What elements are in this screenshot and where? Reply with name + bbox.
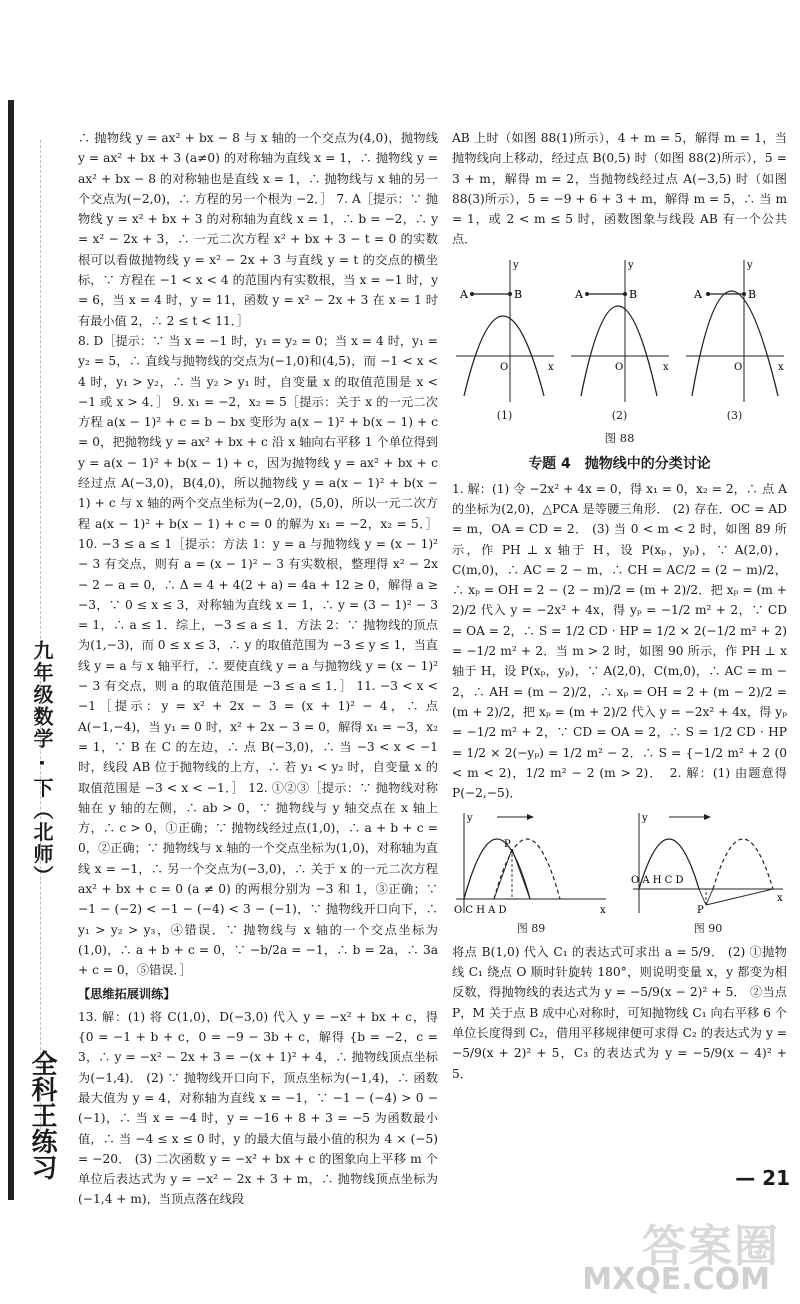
label-y: y	[642, 813, 648, 825]
label-p: P	[504, 839, 511, 851]
label-a: A	[694, 287, 702, 301]
figure-89	[452, 809, 610, 939]
label-x: x	[600, 905, 606, 917]
figure-88-3	[682, 256, 787, 426]
label-b: B	[514, 287, 523, 301]
answer-text-7: ∴ 抛物线 y = ax² + bx − 8 与 x 轴的一个交点为(4,0)，抛物线 y = ax² + bx + 3 (a≠0) 的对称轴为直线 x = 1，∴ 抛物线 y = ax² + bx − 8 的对称轴也是直线 x = 1，∴ 抛物线与 x 轴的另一个交点为(−2,0)，∴ 方程的另一个根为 −2．］ 7. A［提示：∵ 抛物线 y = x² + bx + 3 的对称轴为直线 x = 1，∴ b = −2，∴ y = x² − 2x + 3，∴ 一元二次方程 x² + bx + 3 − t = 0 的实数根可以看做抛物线 y = x² − 2x + 3 与直线 y = t 的交点的横坐标，∵ 方程在 −1 < x < 4 的范围内有实数根，当 x = −1 时，y = 6，当 x = 4 时，y = 11，函数 y = x² − 2x + 3 在 x = 1 时有最小值 2，∴ 2 ≤ t < 11．］	[78, 131, 438, 328]
figure-90-caption: 图 90	[693, 922, 723, 936]
figure-88	[452, 256, 787, 426]
figure-88-caption: 图 88	[604, 431, 635, 446]
spine-title: 九年级数学 · 下（北师）	[30, 640, 54, 888]
book-spine	[0, 0, 62, 1304]
axis-labels: O A H C D	[631, 875, 684, 887]
topic-answer-2: 将点 B(1,0) 代入 C₁ 的表达式可求出 a = 5/9． (2) ①抛物线 C₁ 绕点 O 顺时针旋转 180°，则说明变量 x，y 都变为相反数，得抛物线的表达式为 y = −5/9(x − 2)² + 5． ②当点 P，M 关于点 B 成中心对称时，可知抛物线 C₁ 向右平移 6 个单位长度得到 C₂，借用平移规律便可求得 C₂ 的表达式为 y = −5/9(x + 2)² + 5，C₃ 的表达式为 y = −5/9(x − 4)² + 5．	[452, 944, 787, 1081]
label-p: P	[697, 905, 704, 917]
topic-answer-1: 1. 解：(1) 令 −2x² + 4x = 0，得 x₁ = 0，x₂ = 2，∴ 点 A 的坐标为(2,0)，△PCA 是等腰三角形． (2) 存在．OC = AD = m，OA = CD = 2． (3) 当 0 < m < 2 时，如图 89 所示，作 PH ⊥ x 轴于 H，设 P(xₚ，yₚ)，∵ A(2,0)，C(m,0)，∴ AC = 2 − m，∴ CH = AC/2 = (2 − m)/2，∴ xₚ = OH = 2 − (2 − m)/2 = (m + 2)/2．把 xₚ = (m + 2)/2 代入 y = −2x² + 4x，得 yₚ = −1/2 m² + 2，∵ CD = OA = 2，∴ S = 1/2 CD · HP = 1/2 × 2(−1/2 m² + 2) = −1/2 m² + 2．当 m > 2 时，如图 90 所示，作 PH ⊥ x 轴于 H，设 P(xₚ，yₚ)，∵ A(2,0)，C(m,0)，∴ AC = m − 2，∴ AH = (m − 2)/2，∴ xₚ = OH = 2 + (m − 2)/2 = (m + 2)/2，把 xₚ = (m + 2)/2 代入 y = −2x² + 4x，得 yₚ = −1/2 m² + 2，∵ CD = OA = 2，∴ S = 1/2 CD · HP = 1/2 × 2(−yₚ) = 1/2 m² − 2．∴ S = {−1/2 m² + 2 (0 < m < 2)，1/2 m² − 2 (m > 2)． 2. 解：(1) 由题意得 P(−2,−5)．	[452, 481, 787, 801]
sub-caption-3: (3)	[726, 408, 743, 422]
label-o: O	[734, 361, 743, 373]
label-x: x	[778, 361, 784, 373]
watermark-url: MXQE.COM	[582, 1262, 770, 1297]
right-column	[452, 128, 787, 1084]
figure-89-caption: 图 89	[516, 922, 546, 936]
sub-caption-1: (1)	[496, 408, 513, 422]
answer-text-13: 13. 解：(1) 将 C(1,0)，D(−3,0) 代入 y = −x² + bx + c，得 {0 = −1 + b + c，0 = −9 − 3b + c，解得 {b = −2，c = 3，∴ y = −x² − 2x + 3 = −(x + 1)² + 4，∴ 抛物线顶点坐标为(−1,4)． (2) ∵ 抛物线开口向下，顶点坐标为(−1,4)，∴ 函数最大值为 y = 4，对称轴为直线 x = −1，∵ −1 − (−4) > 0 − (−1)，∴ 当 x = −4 时，y = −16 + 8 + 3 = −5 为函数最小值，∴ 当 −4 ≤ x ≤ 0 时，y 的最大值与最小值的积为 4 × (−5) = −20． (3) 二次函数 y = −x² + bx + c 的图象向上平移 m 个单位后表达式为 y = −x² − 2x + 3 + m，∴ 抛物线顶点坐标为(−1,4 + m)，当顶点落在线段	[78, 1009, 438, 1207]
label-y: y	[628, 259, 634, 271]
watermark-logo: 答案圈	[642, 1221, 780, 1272]
label-y: y	[747, 259, 753, 271]
answer-text-13-cont: AB 上时（如图 88(1)所示），4 + m = 5，解得 m = 1，当抛物线向上移动，经过点 B(0,5) 时（如图 88(2)所示），5 = 3 + m，解得 m = 2，当抛物线经过点 A(−3,5) 时（如图 88(3)所示），5 = −9 + 6 + 3 + m，解得 m = 5，∴ 当 m = 1，或 2 < m ≤ 5 时，函数图象与线段 AB 有一个公共点．	[452, 131, 787, 247]
topic-title: 专题 4 抛物线中的分类讨论	[528, 456, 711, 473]
label-x: x	[777, 893, 783, 905]
section-tag: 【思维拓展训练】	[78, 987, 176, 1002]
label-o: O	[615, 361, 624, 373]
label-y: y	[513, 259, 519, 271]
label-o: O	[500, 361, 509, 373]
spine-bar	[8, 100, 14, 1200]
figure-88-1	[452, 256, 557, 426]
figure-90	[629, 809, 787, 939]
label-b: B	[629, 287, 638, 301]
sub-caption-2: (2)	[611, 408, 628, 422]
label-y: y	[467, 813, 473, 825]
label-a: A	[460, 287, 468, 301]
figures-89-90	[452, 809, 787, 939]
figure-88-2	[567, 256, 672, 426]
page-number: — 21	[735, 1166, 790, 1190]
label-x: x	[548, 361, 554, 373]
label-b: B	[748, 287, 757, 301]
spine-brand-logo: 全科王练习	[27, 1050, 57, 1180]
label-a: A	[575, 287, 583, 301]
answer-text-8-12: 8. D［提示：∵ 当 x = −1 时，y₁ = y₂ = 0；当 x = 4 时，y₁ = y₂ = 5，∴ 直线与抛物线的交点为(−1,0)和(4,5)，而 −1 < x < 4 时，y₁ > y₂，∴ 当 y₂ > y₁ 时，自变量 x 的取值范围是 x < −1 或 x > 4．］ 9. x₁ = −2，x₂ = 5［提示：关于 x 的一元二次方程 a(x − 1)² + c = b − bx 变形为 a(x − 1)² + b(x − 1) + c = 0，把抛物线 y = ax² + bx + c 沿 x 轴向右平移 1 个单位得到 y = a(x − 1)² + b(x − 1) + c，因为抛物线 y = ax² + bx + c 经过点 A(−3,0)，B(4,0)，所以抛物线 y = a(x − 1)² + b(x − 1) + c 与 x 轴的两个交点坐标为(−2,0)，(5,0)，所以一元二次方程 a(x − 1)² + b(x − 1) + c = 0 的解为 x₁ = −2，x₂ = 5．］ 10. −3 ≤ a ≤ 1［提示：方法 1：y = a 与抛物线 y = (x − 1)² − 3 有交点，则有 a = (x − 1)² − 3 有实数根，整理得 x² − 2x − 2 − a = 0，∴ Δ = 4 + 4(2 + a) = 4a + 12 ≥ 0，解得 a ≥ −3，∵ 0 ≤ x ≤ 3，对称轴为直线 x = 1，∴ y = (3 − 1)² − 3 = 1，∴ a ≤ 1．综上，−3 ≤ a ≤ 1．方法 2：∵ 抛物线的顶点为(1,−3)，而 0 ≤ x ≤ 3，∴ y 的取值范围为 −3 ≤ y ≤ 1，当直线 y = a 与 x 轴平行，∴ 要使直线 y = a 与抛物线 y = (x − 1)² − 3 有交点，则 a 的取值范围是 −3 ≤ a ≤ 1．］ 11. −3 < x < −1［提示：y = x² + 2x − 3 = (x + 1)² − 4，∴ 点 A(−1,−4)，当 y₁ = 0 时，x² + 2x − 3 = 0，解得 x₁ = −3，x₂ = 1，∵ B 在 C 的左边，∴ 点 B(−3,0)，∴ 当 −3 < x < −1 时，线段 AB 位于抛物线的上方，∴ 若 y₁ < y₂ 时，自变量 x 的取值范围是 −3 < x < −1．］ 12. ①②③［提示：∵ 抛物线对称轴在 y 轴的左侧，∴ ab > 0，∵ 抛物线与 y 轴交点在 x 轴上方，∴ c > 0，①正确；∵ 抛物线经过点(1,0)，∴ a + b + c = 0，②正确；∵ 抛物线与 x 轴的一个交点坐标为(1,0)，对称轴为直线 x = −1，∴ 另一个交点为(−3,0)，∴ 关于 x 的一元二次方程 ax² + bx + c = 0 (a ≠ 0) 的两根分别为 −3 和 1，③正确；∵ −1 − (−2) < −1 − (−4) < 3 − (−1)，∵ 抛物线开口向下，∴ y₁ > y₂ > y₃，④错误．∵ 抛物线与 x 轴的一个交点坐标为(1,0)，∴ a + b + c = 0，∵ −b/2a = −1，∴ b = 2a，∴ 3a + c = 0，⑤错误．］	[78, 333, 438, 978]
axis-labels: O C H A D	[454, 905, 507, 917]
label-x: x	[663, 361, 669, 373]
left-column	[78, 128, 438, 1210]
